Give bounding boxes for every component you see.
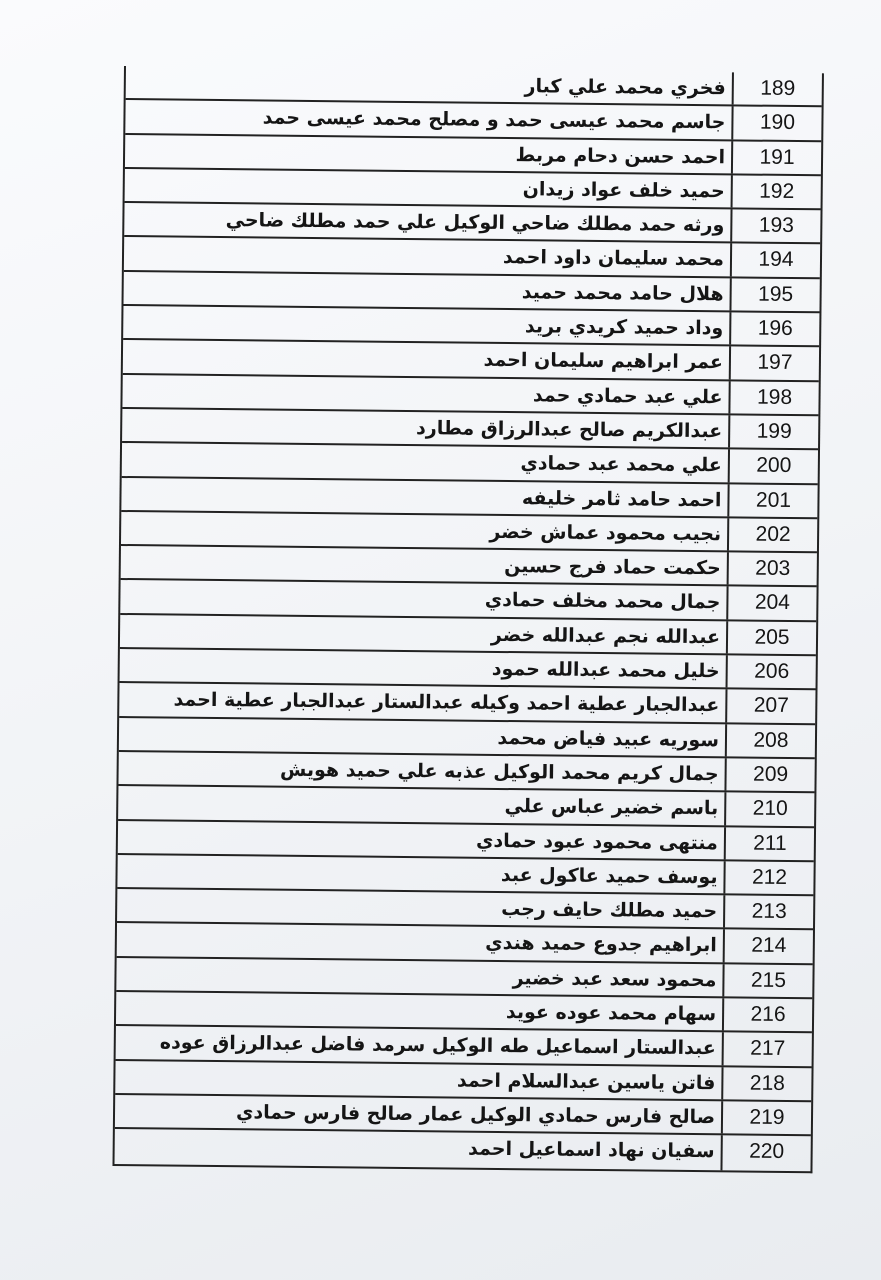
number-cell: 204 — [726, 587, 816, 620]
name-cell: هلال حامد محمد حميد — [521, 280, 724, 306]
name-cell: فاتن ياسين عبدالسلام احمد — [456, 1069, 716, 1094]
name-cell: عبدالستار اسماعيل طه الوكيل سرمد فاضل عبدالرزاق عوده — [159, 1031, 716, 1060]
number-cell: 213 — [723, 895, 813, 928]
name-cell: خليل محمد عبدالله حمود — [491, 657, 720, 683]
name-cell: جمال كريم محمد الوكيل عذبه علي حميد هويش — [279, 758, 719, 786]
number-cell: 201 — [727, 484, 817, 517]
name-cell: سهام محمد عوده عويد — [505, 1001, 717, 1026]
name-cell: علي محمد عبد حمادي — [520, 452, 722, 477]
names-table — [112, 66, 823, 1173]
number-cell: 192 — [731, 175, 821, 208]
number-cell: 189 — [732, 72, 822, 105]
number-cell: 200 — [728, 450, 818, 483]
number-cell: 211 — [724, 827, 814, 860]
name-cell: علي عبد حمادي حمد — [532, 383, 723, 408]
number-cell: 218 — [721, 1067, 811, 1100]
number-cell: 212 — [723, 861, 813, 894]
name-cell: باسم خضير عباس علي — [504, 795, 719, 820]
name-cell: سفيان نهاد اسماعيل احمد — [468, 1137, 715, 1163]
number-cell: 217 — [722, 1033, 812, 1066]
table-row — [115, 1129, 811, 1171]
name-cell: عبدالجبار عطية احمد وكيله عبدالستار عبدالجبار عطية احمد — [173, 688, 720, 717]
number-cell: 219 — [721, 1101, 811, 1134]
number-cell: 208 — [725, 724, 815, 757]
name-cell: محمود سعد عبد خضير — [512, 966, 717, 991]
name-cell: عبدالكريم صالح عبدالرزاق مطارد — [415, 417, 723, 443]
number-cell: 195 — [729, 278, 819, 311]
name-cell: وداد حميد كريدي بريد — [524, 315, 724, 340]
name-cell: محمد سليمان داود احمد — [502, 246, 725, 271]
name-cell: احمد حامد ثامر خليفه — [521, 486, 722, 511]
number-cell: 214 — [723, 930, 813, 963]
number-cell: 198 — [728, 381, 818, 414]
number-cell: 197 — [729, 347, 819, 380]
name-cell: عمر ابراهيم سليمان احمد — [483, 349, 724, 374]
name-cell: جمال محمد مخلف حمادي — [484, 589, 721, 614]
number-cell: 216 — [722, 998, 812, 1031]
number-cell: 199 — [728, 415, 818, 448]
number-cell: 194 — [730, 244, 820, 277]
number-cell: 209 — [724, 758, 814, 791]
number-cell: 206 — [726, 655, 816, 688]
number-cell: 205 — [726, 621, 816, 654]
name-cell: نجيب محمود عماش خضر — [489, 520, 722, 546]
name-cell: فخري محمد علي كبار — [524, 75, 726, 100]
number-cell: 207 — [725, 690, 815, 723]
name-cell: ورثه حمد مطلك ضاحي الوكيل علي حمد مطلك ضاحي — [225, 209, 725, 237]
number-cell: 210 — [724, 793, 814, 826]
name-cell: سوريه عبيد فياض محمد — [497, 726, 720, 751]
number-cell: 190 — [731, 107, 821, 140]
name-cell: يوسف حميد عاكول عبد — [500, 863, 718, 889]
number-cell: 191 — [731, 141, 821, 174]
name-cell: حكمت حماد فرج حسين — [504, 555, 721, 580]
name-cell: عبدالله نجم عبدالله خضر — [490, 623, 721, 649]
number-cell: 215 — [722, 964, 812, 997]
name-cell: احمد حسن دحام مربط — [515, 143, 726, 168]
name-cell: جاسم محمد عيسى حمد و مصلح محمد عيسى حمد — [262, 106, 726, 134]
name-cell: حميد مطلك حايف رجب — [501, 898, 718, 923]
number-cell: 220 — [720, 1136, 810, 1171]
number-cell: 193 — [730, 210, 820, 243]
number-cell: 196 — [729, 312, 819, 345]
number-cell: 202 — [727, 518, 817, 551]
number-cell: 203 — [727, 552, 817, 585]
name-cell: حميد خلف عواد زيدان — [522, 178, 725, 203]
name-cell: منتهى محمود عبود حمادي — [475, 829, 719, 854]
name-cell: ابراهيم جدوع حميد هندي — [485, 932, 717, 957]
name-cell: صالح فارس حمادي الوكيل عمار صالح فارس حمادي — [235, 1101, 716, 1129]
